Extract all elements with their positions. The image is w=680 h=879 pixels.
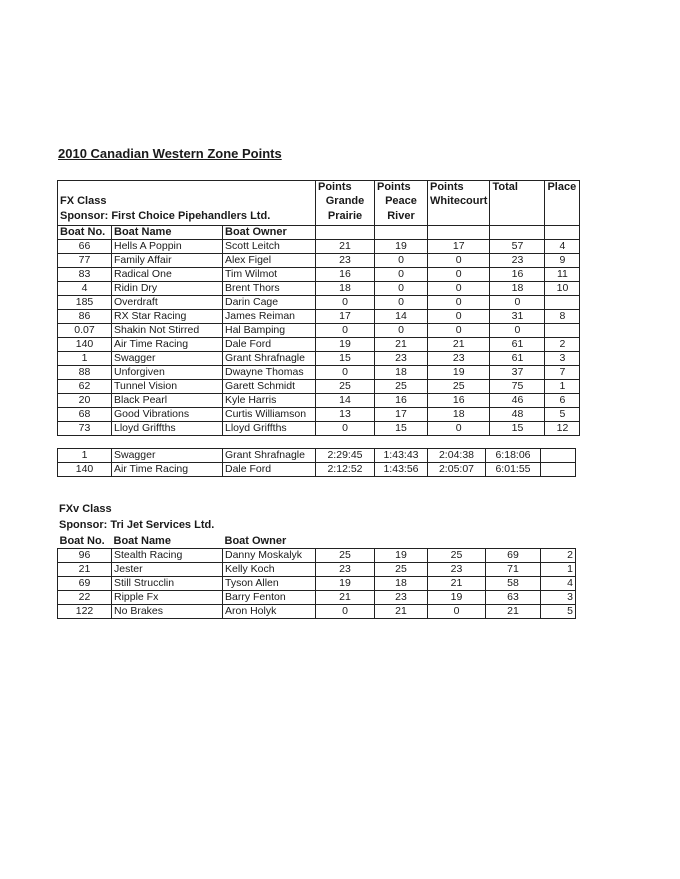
cell-points-whitecourt: 0 xyxy=(428,605,486,619)
cell-points-whitecourt: 21 xyxy=(428,577,486,591)
col-boat-name: Boat Name xyxy=(112,225,223,239)
cell-boat-owner: Kyle Harris xyxy=(223,393,316,407)
cell-total: 37 xyxy=(490,365,545,379)
cell-total: 0 xyxy=(490,323,545,337)
cell-total: 16 xyxy=(490,267,545,281)
col-points-grande-prairie-a: Points xyxy=(316,181,375,195)
cell-points-grande-prairie: 16 xyxy=(316,267,375,281)
cell-place xyxy=(541,463,576,477)
cell-boat-name: No Brakes xyxy=(112,605,223,619)
col-points-peace-river-b: Peace xyxy=(375,194,428,209)
fx-sponsor: Sponsor: First Choice Pipehandlers Ltd. xyxy=(58,209,316,225)
fxv-col-boat-name: Boat Name xyxy=(113,535,171,547)
cell-total: 63 xyxy=(486,591,541,605)
cell-place: 10 xyxy=(545,281,580,295)
cell-place xyxy=(545,295,580,309)
table-row xyxy=(58,591,576,605)
cell-place: 4 xyxy=(545,239,580,253)
col-points-whitecourt-a: Points xyxy=(428,181,490,195)
cell-boat-no: 69 xyxy=(58,577,112,591)
cell-boat-no: 68 xyxy=(58,407,112,421)
table-row xyxy=(58,463,576,477)
cell-points-peace-river: 0 xyxy=(375,323,428,337)
cell-points-peace-river: 0 xyxy=(375,295,428,309)
cell-boat-owner: Curtis Williamson xyxy=(223,407,316,421)
cell-boat-owner: Scott Leitch xyxy=(223,239,316,253)
col-place: Place xyxy=(545,181,580,195)
cell-boat-owner: Garett Schmidt xyxy=(223,379,316,393)
cell-boat-owner: Lloyd Griffths xyxy=(223,421,316,435)
fxv-col-boat-no: Boat No. xyxy=(59,535,105,547)
cell-points-whitecourt: 25 xyxy=(428,549,486,563)
cell-boat-no: 185 xyxy=(58,295,112,309)
fx-times-table xyxy=(57,448,576,477)
cell-points-whitecourt: 18 xyxy=(428,407,490,421)
cell-points-grande-prairie: 14 xyxy=(316,393,375,407)
cell-total: 69 xyxy=(486,549,541,563)
cell-points-peace-river: 25 xyxy=(375,379,428,393)
cell-points-whitecourt: 2:04:38 xyxy=(428,449,486,463)
cell-boat-name: Hells A Poppin xyxy=(112,239,223,253)
cell-boat-name: Good Vibrations xyxy=(112,407,223,421)
cell-points-grande-prairie: 0 xyxy=(316,323,375,337)
cell-boat-no: 86 xyxy=(58,309,112,323)
table-row xyxy=(58,549,576,563)
cell-boat-owner: Kelly Koch xyxy=(223,563,316,577)
cell-place xyxy=(541,449,576,463)
cell-points-whitecourt: 0 xyxy=(428,267,490,281)
cell-points-grande-prairie: 18 xyxy=(316,281,375,295)
cell-place xyxy=(545,323,580,337)
cell-boat-owner: Dwayne Thomas xyxy=(223,365,316,379)
cell-boat-name: Jester xyxy=(112,563,223,577)
cell-points-peace-river: 18 xyxy=(375,577,428,591)
cell-points-grande-prairie: 15 xyxy=(316,351,375,365)
cell-total: 71 xyxy=(486,563,541,577)
cell-boat-no: 1 xyxy=(58,351,112,365)
cell-points-grande-prairie: 19 xyxy=(316,577,375,591)
fx-points-table xyxy=(57,180,580,436)
col-boat-owner: Boat Owner xyxy=(223,225,316,239)
table-row xyxy=(58,365,580,379)
cell-boat-owner: Dale Ford xyxy=(223,463,316,477)
cell-boat-no: 62 xyxy=(58,379,112,393)
cell-boat-no: 88 xyxy=(58,365,112,379)
table-row xyxy=(58,323,580,337)
cell-points-peace-river: 16 xyxy=(375,393,428,407)
cell-boat-name: Family Affair xyxy=(112,253,223,267)
cell-place: 6 xyxy=(545,393,580,407)
table-row xyxy=(58,421,580,435)
cell-points-grande-prairie: 17 xyxy=(316,309,375,323)
cell-total: 6:18:06 xyxy=(486,449,541,463)
cell-boat-no: 1 xyxy=(58,449,112,463)
cell-boat-no: 20 xyxy=(58,393,112,407)
cell-boat-name: Ripple Fx xyxy=(112,591,223,605)
cell-total: 23 xyxy=(490,253,545,267)
cell-points-grande-prairie: 0 xyxy=(316,365,375,379)
cell-boat-no: 122 xyxy=(58,605,112,619)
cell-boat-name: Overdraft xyxy=(112,295,223,309)
cell-points-whitecourt: 0 xyxy=(428,309,490,323)
cell-boat-owner: Brent Thors xyxy=(223,281,316,295)
page-title: 2010 Canadian Western Zone Points xyxy=(58,146,282,161)
cell-boat-no: 66 xyxy=(58,239,112,253)
cell-points-peace-river: 23 xyxy=(375,591,428,605)
cell-boat-no: 4 xyxy=(58,281,112,295)
fxv-points-table xyxy=(57,535,576,619)
cell-boat-name: Stealth Racing xyxy=(112,549,223,563)
cell-total: 6:01:55 xyxy=(486,463,541,477)
table-row xyxy=(58,295,580,309)
table-row xyxy=(58,239,580,253)
cell-points-whitecourt: 2:05:07 xyxy=(428,463,486,477)
cell-boat-no: 77 xyxy=(58,253,112,267)
cell-boat-name: Air Time Racing xyxy=(112,463,223,477)
cell-points-peace-river: 14 xyxy=(375,309,428,323)
cell-points-whitecourt: 23 xyxy=(428,351,490,365)
cell-points-peace-river: 15 xyxy=(375,421,428,435)
cell-place: 3 xyxy=(545,351,580,365)
cell-total: 75 xyxy=(490,379,545,393)
col-points-peace-river-a: Points xyxy=(375,181,428,195)
cell-place: 1 xyxy=(545,379,580,393)
table-row xyxy=(58,267,580,281)
cell-points-peace-river: 0 xyxy=(375,281,428,295)
cell-points-peace-river: 25 xyxy=(375,563,428,577)
cell-boat-owner: Alex Figel xyxy=(223,253,316,267)
cell-boat-no: 96 xyxy=(58,549,112,563)
cell-boat-owner: Danny Moskalyk xyxy=(223,549,316,563)
cell-points-whitecourt: 0 xyxy=(428,323,490,337)
cell-points-peace-river: 1:43:43 xyxy=(375,449,428,463)
cell-points-whitecourt: 19 xyxy=(428,365,490,379)
cell-points-grande-prairie: 21 xyxy=(316,239,375,253)
cell-boat-name: Unforgiven xyxy=(112,365,223,379)
table-row xyxy=(58,337,580,351)
cell-points-whitecourt: 19 xyxy=(428,591,486,605)
table-row xyxy=(58,379,580,393)
cell-boat-owner: Aron Holyk xyxy=(223,605,316,619)
fxv-col-boat-owner: Boat Owner xyxy=(224,535,287,547)
cell-points-grande-prairie: 21 xyxy=(316,591,375,605)
col-points-grande-prairie-b: Grande xyxy=(316,194,375,209)
cell-total: 0 xyxy=(490,295,545,309)
table-row xyxy=(58,351,580,365)
table-row xyxy=(58,407,580,421)
cell-boat-name: Air Time Racing xyxy=(112,337,223,351)
col-points-grande-prairie-c: Prairie xyxy=(316,209,375,225)
cell-boat-name: Black Pearl xyxy=(112,393,223,407)
cell-place: 5 xyxy=(541,605,576,619)
col-points-whitecourt-b: Whitecourt xyxy=(428,194,490,209)
cell-points-grande-prairie: 2:29:45 xyxy=(316,449,375,463)
cell-boat-no: 83 xyxy=(58,267,112,281)
cell-points-whitecourt: 17 xyxy=(428,239,490,253)
cell-boat-no: 21 xyxy=(58,563,112,577)
cell-points-peace-river: 21 xyxy=(375,605,428,619)
cell-points-whitecourt: 25 xyxy=(428,379,490,393)
col-points-peace-river-c: River xyxy=(375,209,428,225)
cell-points-grande-prairie: 0 xyxy=(316,605,375,619)
cell-boat-no: 140 xyxy=(58,337,112,351)
cell-points-whitecourt: 23 xyxy=(428,563,486,577)
cell-boat-owner: Tim Wilmot xyxy=(223,267,316,281)
cell-boat-no: 140 xyxy=(58,463,112,477)
cell-boat-owner: Grant Shrafnagle xyxy=(223,351,316,365)
cell-points-whitecourt: 16 xyxy=(428,393,490,407)
cell-points-whitecourt: 0 xyxy=(428,281,490,295)
cell-points-peace-river: 21 xyxy=(375,337,428,351)
cell-place: 2 xyxy=(545,337,580,351)
cell-total: 61 xyxy=(490,337,545,351)
cell-total: 58 xyxy=(486,577,541,591)
fxv-class-label: FXv Class xyxy=(59,503,112,515)
cell-points-grande-prairie: 19 xyxy=(316,337,375,351)
cell-boat-name: Shakin Not Stirred xyxy=(112,323,223,337)
cell-boat-name: Radical One xyxy=(112,267,223,281)
cell-total: 48 xyxy=(490,407,545,421)
cell-points-grande-prairie: 23 xyxy=(316,253,375,267)
cell-points-whitecourt: 0 xyxy=(428,253,490,267)
cell-points-whitecourt: 21 xyxy=(428,337,490,351)
cell-boat-owner: Darin Cage xyxy=(223,295,316,309)
cell-points-peace-river: 19 xyxy=(375,239,428,253)
fx-class-label: FX Class xyxy=(58,194,316,209)
cell-points-grande-prairie: 13 xyxy=(316,407,375,421)
table-row xyxy=(58,449,576,463)
cell-total: 46 xyxy=(490,393,545,407)
cell-boat-name: Tunnel Vision xyxy=(112,379,223,393)
cell-total: 57 xyxy=(490,239,545,253)
cell-points-grande-prairie: 0 xyxy=(316,421,375,435)
table-row xyxy=(58,563,576,577)
cell-boat-name: Swagger xyxy=(112,449,223,463)
table-row xyxy=(58,605,576,619)
cell-boat-name: Ridin Dry xyxy=(112,281,223,295)
cell-boat-no: 0.07 xyxy=(58,323,112,337)
cell-points-peace-river: 23 xyxy=(375,351,428,365)
cell-place: 4 xyxy=(541,577,576,591)
cell-boat-owner: Hal Bamping xyxy=(223,323,316,337)
table-row xyxy=(58,393,580,407)
cell-place: 5 xyxy=(545,407,580,421)
cell-boat-no: 73 xyxy=(58,421,112,435)
cell-points-grande-prairie: 23 xyxy=(316,563,375,577)
cell-points-grande-prairie: 2:12:52 xyxy=(316,463,375,477)
cell-points-grande-prairie: 0 xyxy=(316,295,375,309)
cell-total: 21 xyxy=(486,605,541,619)
cell-place: 7 xyxy=(545,365,580,379)
cell-boat-owner: James Reiman xyxy=(223,309,316,323)
cell-boat-name: Swagger xyxy=(112,351,223,365)
cell-place: 12 xyxy=(545,421,580,435)
col-boat-no: Boat No. xyxy=(58,225,112,239)
cell-total: 31 xyxy=(490,309,545,323)
table-row xyxy=(58,309,580,323)
cell-points-grande-prairie: 25 xyxy=(316,379,375,393)
cell-boat-name: RX Star Racing xyxy=(112,309,223,323)
cell-total: 61 xyxy=(490,351,545,365)
col-total: Total xyxy=(490,181,545,195)
cell-place: 1 xyxy=(541,563,576,577)
cell-place: 11 xyxy=(545,267,580,281)
cell-points-whitecourt: 0 xyxy=(428,295,490,309)
fxv-sponsor: Sponsor: Tri Jet Services Ltd. xyxy=(59,519,215,531)
cell-boat-no: 22 xyxy=(58,591,112,605)
cell-points-peace-river: 19 xyxy=(375,549,428,563)
cell-points-whitecourt: 0 xyxy=(428,421,490,435)
cell-total: 15 xyxy=(490,421,545,435)
cell-boat-owner: Tyson Allen xyxy=(223,577,316,591)
cell-points-peace-river: 0 xyxy=(375,267,428,281)
cell-total: 18 xyxy=(490,281,545,295)
cell-points-peace-river: 1:43:56 xyxy=(375,463,428,477)
cell-boat-name: Still Strucclin xyxy=(112,577,223,591)
table-row xyxy=(58,281,580,295)
cell-place: 2 xyxy=(541,549,576,563)
cell-place: 8 xyxy=(545,309,580,323)
cell-points-peace-river: 18 xyxy=(375,365,428,379)
cell-points-grande-prairie: 25 xyxy=(316,549,375,563)
cell-boat-name: Lloyd Griffths xyxy=(112,421,223,435)
cell-boat-owner: Grant Shrafnagle xyxy=(223,449,316,463)
table-row xyxy=(58,577,576,591)
table-row xyxy=(58,253,580,267)
cell-place: 9 xyxy=(545,253,580,267)
cell-boat-owner: Dale Ford xyxy=(223,337,316,351)
cell-place: 3 xyxy=(541,591,576,605)
cell-boat-owner: Barry Fenton xyxy=(223,591,316,605)
cell-points-peace-river: 17 xyxy=(375,407,428,421)
cell-points-peace-river: 0 xyxy=(375,253,428,267)
